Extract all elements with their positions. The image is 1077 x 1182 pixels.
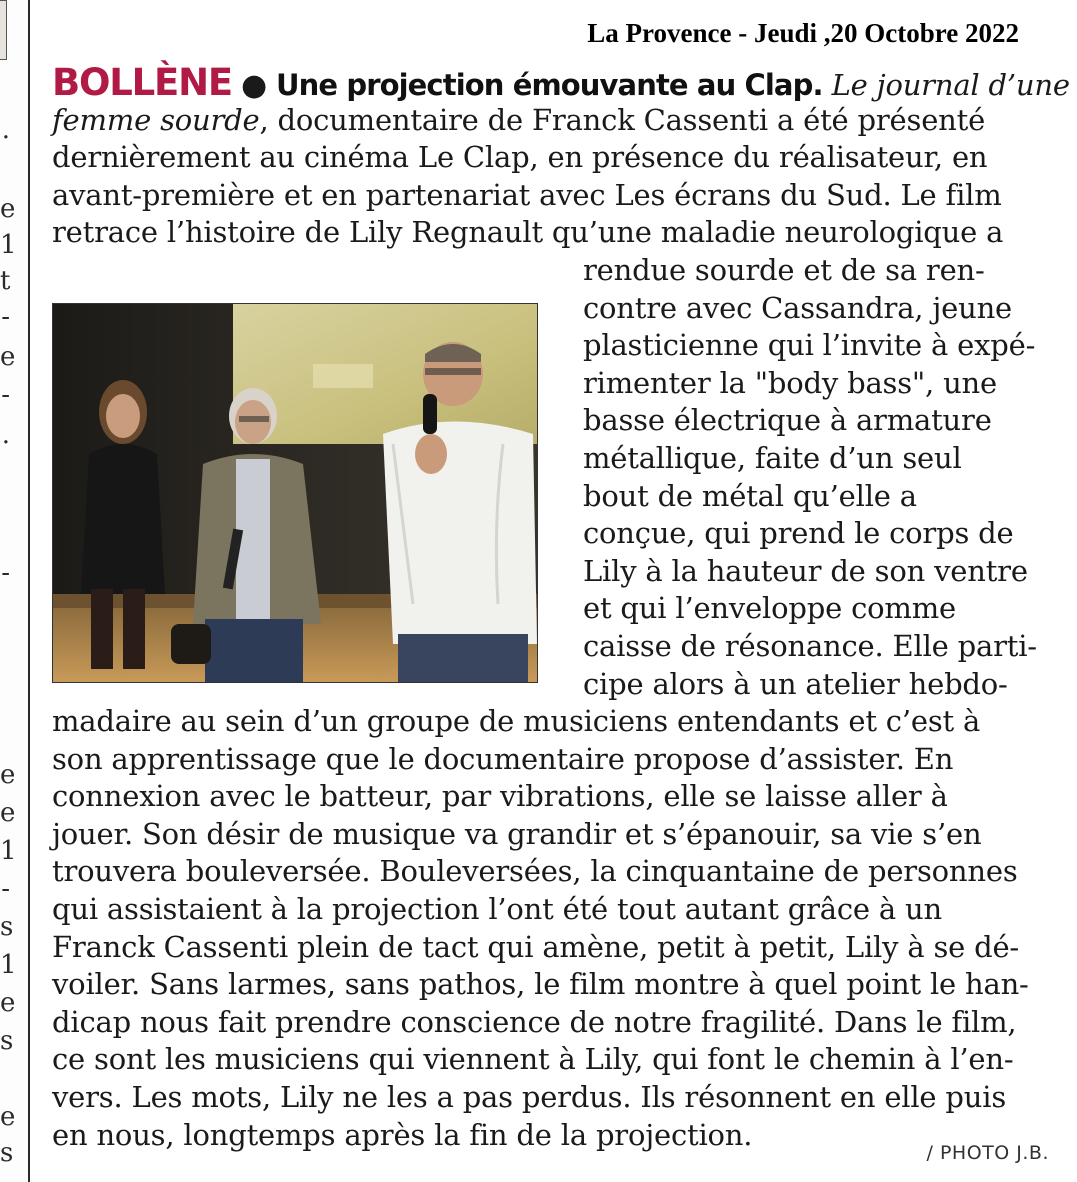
kicker-title: Une projection émouvante au Clap. xyxy=(275,68,823,102)
article-line: métallique, faite d’un seul xyxy=(583,440,962,475)
adjacent-fragment: 1 xyxy=(0,230,17,260)
photo-illustration xyxy=(53,304,537,682)
kicker-town: BOLLÈNE xyxy=(52,61,232,104)
adjacent-fragment: - xyxy=(1,874,10,904)
column-rule xyxy=(28,0,30,1182)
adjacent-fragment: 1 xyxy=(0,836,17,866)
article-line: dernièrement au cinéma Le Clap, en présence du réalisateur, en xyxy=(52,140,988,175)
adjacent-fragment: e xyxy=(0,1102,16,1132)
adjacent-fragment: . xyxy=(1,115,10,145)
article-line: connexion avec le batteur, par vibrations, elle se laisse aller à xyxy=(52,779,948,814)
adjacent-fragment: - xyxy=(1,380,10,410)
article-line xyxy=(52,102,1062,140)
article-line: et qui l’enveloppe comme xyxy=(583,591,956,626)
article-line: dicap nous fait prendre conscience de notre fragilité. Dans le film, xyxy=(52,1004,1017,1039)
article-line: vers. Les mots, Lily ne les a pas perdus. Ils résonnent en elle puis xyxy=(52,1080,1007,1115)
article-line: plasticienne qui l’invite à expé- xyxy=(583,328,1036,363)
masthead-date: La Provence - Jeudi ,20 Octobre 2022 xyxy=(587,18,1019,48)
article-line: rimenter la "body bass", une xyxy=(583,365,997,400)
film-title-part-2: femme sourde xyxy=(52,102,260,137)
adjacent-fragment: s xyxy=(0,1138,14,1168)
adjacent-fragment: e xyxy=(0,194,16,224)
adjacent-fragment: s xyxy=(0,912,14,942)
article-line: Franck Cassenti plein de tact qui amène, petit à petit, Lily à se dé- xyxy=(52,929,1020,964)
article-line: voiler. Sans larmes, sans pathos, le film montre à quel point le han- xyxy=(52,967,1029,1002)
adjacent-fragment: e xyxy=(0,988,16,1018)
adjacent-fragment: t xyxy=(0,266,11,296)
adjacent-fragment: - xyxy=(1,558,10,588)
adjacent-fragment: e xyxy=(0,798,16,828)
adjacent-column-strip xyxy=(0,0,28,1182)
adjacent-column-box xyxy=(0,0,7,60)
article-line: conçue, qui prend le corps de xyxy=(583,516,1014,551)
article-line: Lily à la hauteur de son ventre xyxy=(583,553,1028,588)
headline-line xyxy=(52,61,1070,104)
article-line: cipe alors à un atelier hebdo- xyxy=(583,666,1008,701)
article-line: caisse de résonance. Elle parti- xyxy=(583,628,1037,663)
cinema-screen xyxy=(233,304,537,444)
article-line: son apprentissage que le documentaire propose d’assister. En xyxy=(52,741,954,776)
article-line: basse électrique à armature xyxy=(583,403,992,438)
adjacent-fragment: s xyxy=(0,1026,14,1056)
adjacent-fragment: 1 xyxy=(0,950,17,980)
article-line: contre avec Cassandra, jeune xyxy=(583,290,1013,325)
adjacent-fragment: - xyxy=(1,302,10,332)
bullet-icon: ● xyxy=(240,68,267,103)
article-line: ce sont les musiciens qui viennent à Lily, qui font le chemin à l’en- xyxy=(52,1042,1014,1077)
article-line: avant-première et en partenariat avec Les écrans du Sud. Le film xyxy=(52,177,1002,212)
article-line: qui assistaient à la projection l’ont été tout autant grâce à un xyxy=(52,892,942,927)
article-photo xyxy=(52,303,538,683)
article-line: en nous, longtemps après la fin de la projection. xyxy=(52,1117,753,1152)
article-line: jouer. Son désir de musique va grandir et s’épanouir, sa vie s’en xyxy=(52,816,982,851)
article-line: bout de métal qu’elle a xyxy=(583,478,917,513)
article-line: rendue sourde et de sa ren- xyxy=(583,252,985,287)
adjacent-fragment: . xyxy=(1,420,10,450)
article-line: madaire au sein d’un groupe de musiciens entendants et c’est à xyxy=(52,704,981,739)
adjacent-fragment: e xyxy=(0,760,16,790)
article-text: , documentaire de Franck Cassenti a été présenté xyxy=(259,102,986,137)
adjacent-fragment: e xyxy=(0,342,16,372)
article-line: retrace l’histoire de Lily Regnault qu’une maladie neurologique a xyxy=(52,215,1004,250)
photo-credit: / PHOTO J.B. xyxy=(926,1142,1049,1164)
article-line: trouvera bouleversée. Bouleversées, la cinquantaine de personnes xyxy=(52,854,1018,889)
film-title-part-1: Le journal d’une xyxy=(831,68,1070,102)
